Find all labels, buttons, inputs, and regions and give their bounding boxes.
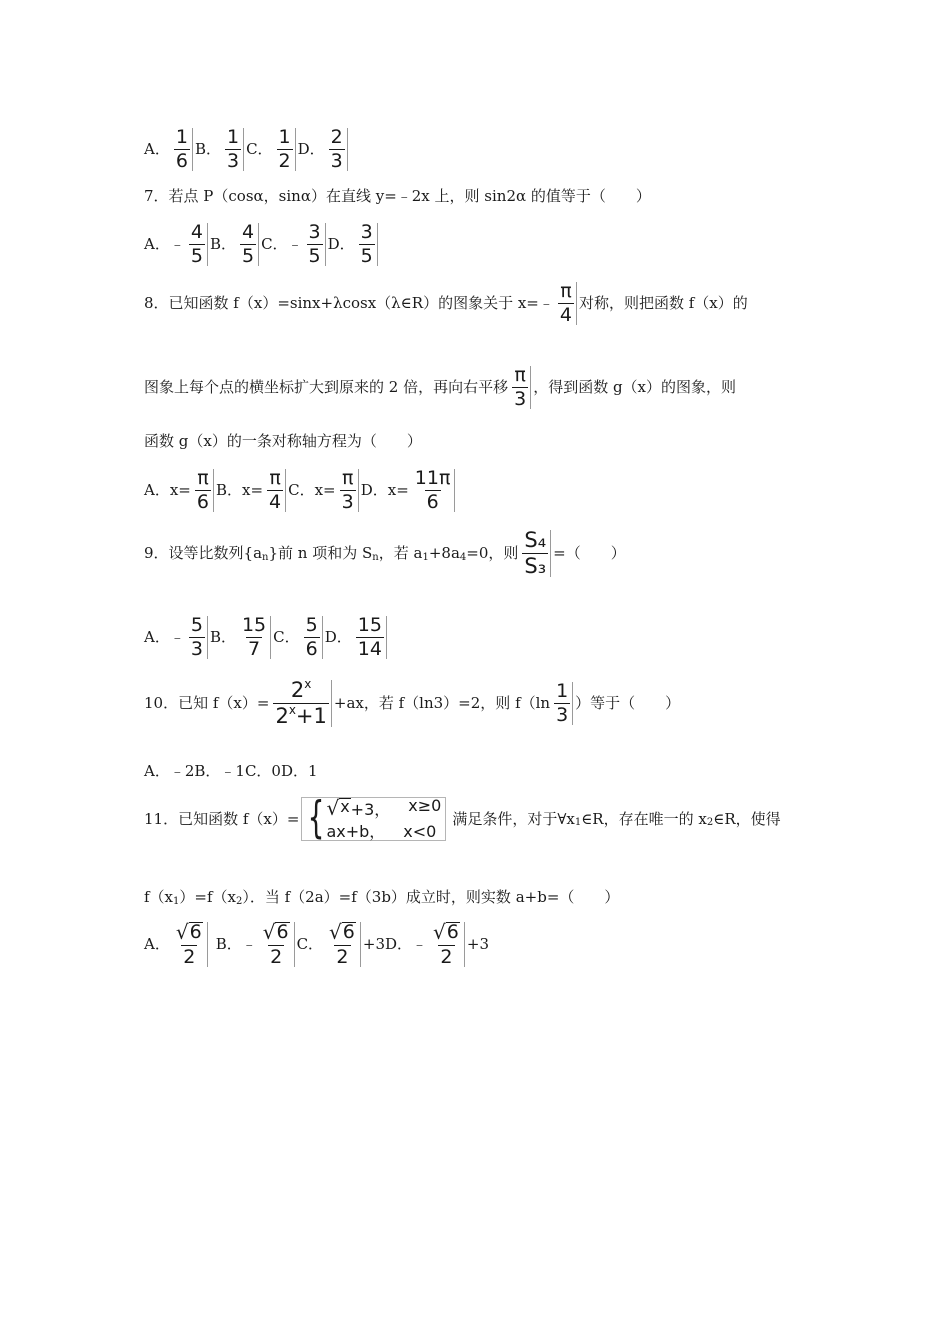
q8-option-a-fraction — [193, 469, 214, 512]
radical-icon: √ — [175, 920, 189, 944]
numerator: 11π — [414, 467, 451, 489]
radical-icon: √ — [326, 796, 340, 820]
numerator: 1 — [175, 126, 188, 148]
case-1-condition: x≥0 — [408, 796, 442, 815]
subscript: 1 — [173, 895, 180, 907]
case-1-expression — [326, 798, 390, 818]
denominator: 14 — [357, 638, 382, 660]
q7-option-d-fraction — [357, 223, 378, 266]
denominator: 2 — [278, 150, 291, 172]
denominator: S₃ — [524, 554, 547, 578]
q9-option-a-fraction — [187, 616, 208, 659]
q11-option-a-label: A． — [144, 935, 170, 953]
radical-icon: √ — [262, 920, 276, 944]
q8-stem-line-2 — [144, 366, 736, 409]
q11-stem-line-2 — [144, 890, 619, 905]
q7-option-b-fraction — [238, 223, 259, 266]
sqrt — [176, 922, 203, 943]
q9-option-a-label: A．﹣ — [144, 628, 185, 646]
subscript: 2 — [706, 817, 714, 828]
q7-options — [144, 223, 380, 266]
numerator — [174, 922, 205, 945]
q7-option-c-fraction — [305, 223, 326, 266]
q11-stem-text: ∈R，使得 — [713, 809, 781, 828]
q9-options — [144, 616, 389, 659]
subscript: 1 — [422, 551, 429, 563]
numerator: S₄ — [524, 528, 547, 552]
q8-stem-text: 8．已知函数 f（x）=sinx+λcosx（λ∈R）的图象关于 x=﹣ — [144, 294, 554, 312]
q11-option-d-tail: +3 — [466, 935, 490, 953]
denominator: 3 — [190, 638, 203, 660]
q8-option-a-label: A．x= — [144, 481, 191, 499]
q9-stem-text: ，若 a — [378, 544, 423, 562]
q9-stem-text: +8a — [428, 544, 460, 562]
denominator: 2 — [336, 946, 349, 968]
q8-option-d-label: D．x= — [360, 481, 409, 499]
q7-option-d-label: D． — [327, 235, 355, 253]
denominator: 3 — [514, 388, 527, 410]
q11-option-d-fraction — [429, 922, 465, 967]
numerator: 1 — [556, 680, 569, 702]
q6-options — [144, 128, 350, 171]
radicand: 6 — [342, 921, 355, 943]
q11-option-b-label: B．﹣ — [215, 935, 257, 953]
q6-option-c-fraction — [275, 128, 296, 171]
q10-function-fraction — [271, 677, 331, 728]
q8-option-c-fraction — [338, 469, 359, 512]
numerator: π — [197, 467, 209, 489]
numerator — [261, 922, 292, 945]
q9-stem-text: =0，则 — [466, 544, 519, 562]
q9-option-b-fraction — [238, 616, 271, 659]
numerator: π — [514, 364, 526, 386]
subscript: n — [262, 551, 269, 563]
q6-option-b-fraction — [223, 128, 244, 171]
sqrt — [433, 922, 460, 943]
q8-stem-text: 图象上每个点的横坐标扩大到原来的 2 倍，再向右平移 — [144, 378, 509, 396]
q11-stem-text: ）=f（x — [179, 888, 236, 906]
denominator: 2 — [270, 946, 283, 968]
q8-stem-fraction-pi-4 — [556, 282, 577, 325]
numerator: π — [341, 467, 354, 489]
q11-option-b-fraction — [259, 922, 295, 967]
radical-icon: √ — [433, 920, 446, 944]
denominator: 6 — [175, 150, 188, 172]
q11-options — [144, 922, 489, 967]
q10-stem-text: 10．已知 f（x）= — [144, 694, 270, 712]
denominator: 6 — [196, 491, 209, 513]
q8-stem-line-3 — [144, 434, 422, 449]
q11-stem-text: ）．当 f（2a）=f（3b）成立时，则实数 a+b=（ ） — [242, 888, 620, 906]
denominator: 5 — [190, 245, 203, 267]
q9-option-c-label: C． — [273, 628, 300, 646]
q8-stem-text: ，得到函数 g（x）的图象，则 — [533, 378, 737, 396]
q11-stem-text: f（x — [144, 888, 174, 906]
q7-option-a-fraction — [187, 223, 208, 266]
radical-icon: √ — [329, 920, 342, 944]
case-2-condition: x<0 — [403, 822, 437, 841]
q6-option-c-label: C． — [246, 140, 273, 158]
numerator: 1 — [226, 126, 240, 148]
q11-piecewise-function — [301, 792, 446, 843]
q11-option-d-label: D．﹣ — [385, 935, 428, 953]
radicand: 6 — [446, 921, 459, 943]
denominator: 3 — [330, 150, 343, 172]
base: 2 — [290, 678, 305, 702]
q10-stem-text: ）等于（ ） — [575, 694, 681, 712]
numerator: 1 — [278, 126, 291, 148]
numerator — [289, 677, 313, 703]
q10-argument-fraction — [552, 682, 573, 725]
radicand: 6 — [189, 921, 202, 943]
q9-stem-text: 9．设等比数列{a — [144, 544, 263, 562]
q8-stem-text: 对称，则把函数 f（x）的 — [578, 294, 748, 312]
sqrt — [326, 798, 350, 818]
numerator: 5 — [190, 614, 203, 636]
q8-option-b-fraction — [265, 469, 286, 512]
q9-stem-text: =（ ） — [553, 544, 626, 562]
q9-stem — [144, 530, 626, 577]
q8-option-d-fraction — [411, 469, 456, 512]
denominator: 5 — [308, 245, 321, 267]
denominator: 7 — [248, 638, 261, 660]
numerator: 4 — [241, 221, 255, 243]
denominator: 2 — [183, 946, 196, 968]
numerator: π — [560, 280, 572, 302]
denominator: 5 — [241, 245, 255, 267]
numerator — [327, 922, 358, 945]
numerator: 4 — [190, 221, 203, 243]
q8-stem-fraction-pi-3 — [510, 366, 531, 409]
subscript: 4 — [459, 551, 467, 563]
denominator: 4 — [559, 304, 572, 326]
radicand: 6 — [276, 921, 289, 943]
q9-stem-fraction-s4-s3 — [520, 530, 551, 577]
q10-stem — [144, 677, 681, 728]
q11-option-a-fraction — [172, 922, 208, 967]
denominator-tail: +1 — [295, 704, 327, 728]
numerator: 15 — [241, 614, 267, 636]
q9-option-d-fraction — [354, 616, 387, 659]
subscript: 2 — [235, 895, 243, 907]
q9-option-b-label: B． — [209, 628, 236, 646]
q6-option-d-label: D． — [297, 140, 325, 158]
numerator: π — [269, 467, 281, 489]
q6-option-a-fraction — [172, 128, 193, 171]
q7-option-a-label: A．﹣ — [144, 235, 185, 253]
q6-option-d-fraction — [327, 128, 348, 171]
denominator: 5 — [360, 245, 373, 267]
exponent: x — [304, 677, 312, 691]
q8-stem-text: 函数 g（x）的一条对称轴方程为（ ） — [144, 432, 422, 450]
q7-option-c-label: C．﹣ — [261, 235, 303, 253]
q11-stem-line-1 — [144, 792, 781, 843]
sqrt — [263, 922, 290, 943]
q11-stem-text: 11．已知函数 f（x）= — [144, 809, 300, 828]
q7-stem — [144, 189, 651, 204]
q11-option-c-tail: +3 — [362, 935, 386, 953]
q6-option-b-label: B． — [194, 140, 221, 158]
q11-option-c-label: C． — [296, 935, 324, 953]
denominator: 4 — [269, 491, 282, 513]
q9-option-d-label: D． — [324, 628, 352, 646]
q6-option-a-label: A． — [144, 140, 170, 158]
case-2-expression: ax+b， — [326, 822, 386, 841]
q8-stem-line-1 — [144, 282, 748, 325]
denominator — [273, 703, 328, 727]
q11-option-c-fraction — [325, 922, 361, 967]
numerator: 15 — [357, 614, 382, 636]
q8-options — [144, 469, 457, 512]
q10-options — [144, 764, 318, 779]
denominator: 3 — [341, 491, 354, 513]
numerator: 5 — [305, 614, 318, 636]
q11-stem-text: ∈R，存在唯一的 x — [581, 809, 707, 828]
expression-tail: +3， — [350, 800, 391, 819]
q10-options-text: A．﹣2B．﹣1C．0D．1 — [144, 762, 318, 780]
case-1 — [326, 798, 441, 818]
sqrt — [329, 922, 356, 943]
exponent: x — [288, 703, 296, 717]
numerator — [431, 922, 462, 945]
denominator: 6 — [426, 491, 439, 513]
q8-option-c-label: C．x= — [288, 481, 336, 499]
left-brace-icon: { — [308, 792, 325, 843]
subscript: 1 — [574, 817, 582, 828]
q10-stem-text: +ax，若 f（ln3）=2，则 f（ln — [333, 694, 551, 712]
denominator: 3 — [226, 150, 240, 172]
q7-option-b-label: B． — [209, 235, 236, 253]
q9-stem-text: }前 n 项和为 S — [268, 544, 373, 562]
base: 2 — [275, 704, 289, 728]
q7-stem-text: 7．若点 P（cosα，sinα）在直线 y=﹣2x 上，则 sin2α 的值等于（ ） — [144, 187, 651, 205]
denominator: 6 — [305, 638, 318, 660]
denominator: 3 — [556, 704, 569, 726]
radicand: x — [340, 797, 350, 816]
denominator: 2 — [440, 946, 453, 968]
q11-stem-text: 满足条件，对于∀x — [452, 809, 575, 828]
case-2 — [326, 824, 441, 840]
numerator: 2 — [330, 126, 343, 148]
numerator: 3 — [360, 221, 373, 243]
numerator: 3 — [308, 221, 321, 243]
q8-option-b-label: B．x= — [215, 481, 264, 499]
subscript: n — [372, 551, 379, 563]
cases — [326, 798, 445, 840]
q9-option-c-fraction — [302, 616, 323, 659]
